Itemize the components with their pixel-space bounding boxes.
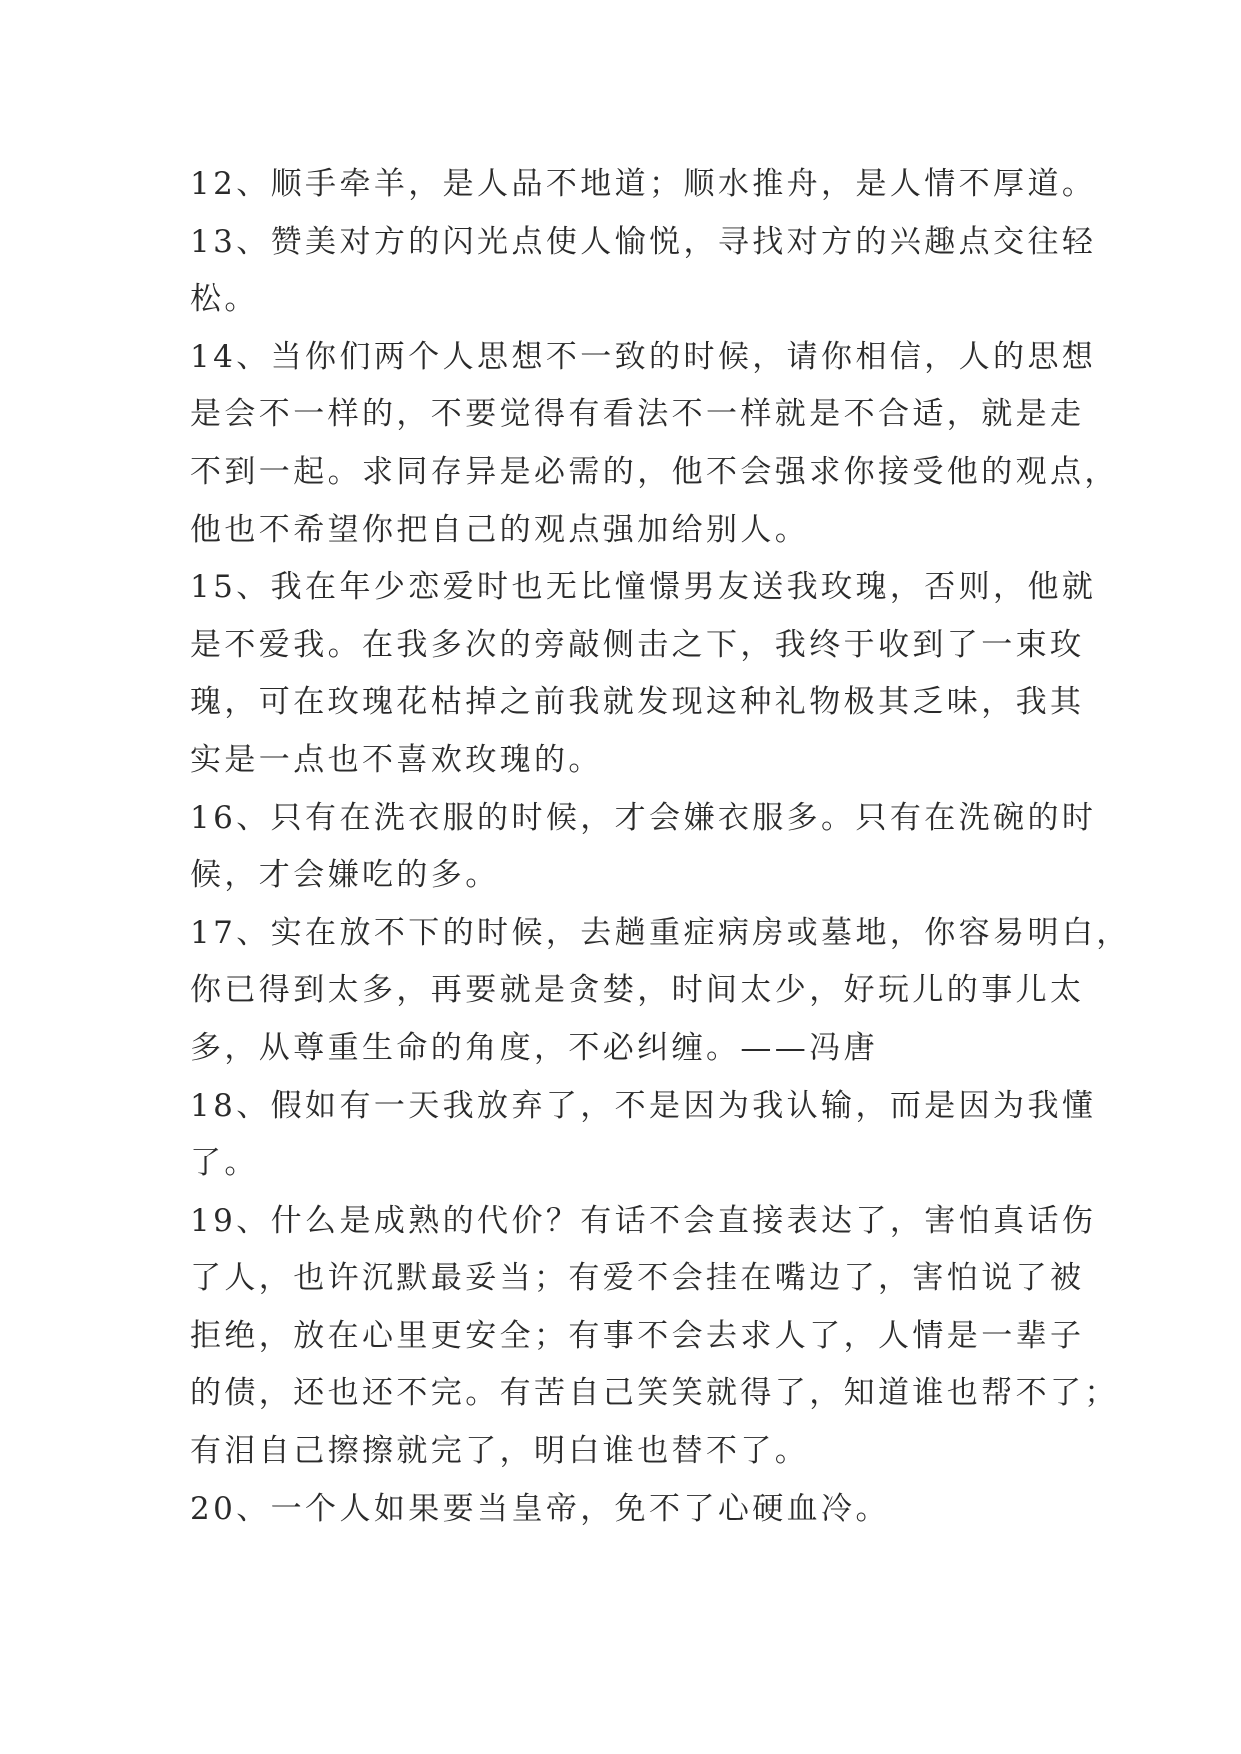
text-line: 12、顺手牵羊，是人品不地道；顺水推舟，是人情不厚道。 <box>190 166 1097 202</box>
text-line: 15、我在年少恋爱时也无比憧憬男友送我玫瑰，否则，他就 <box>190 569 1097 606</box>
text-line: 20、一个人如果要当皇帝，免不了心硬血冷。 <box>190 1490 890 1527</box>
text-line: 你已得到太多，再要就是贪婪，时间太少，好玩儿的事儿太 <box>190 972 1085 1009</box>
text-line: 多，从尊重生命的角度，不必纠缠。——冯唐 <box>190 1029 878 1066</box>
text-line: 他也不希望你把自己的观点强加给别人。 <box>190 511 810 548</box>
text-line: 的债，还也还不完。有苦自己笑笑就得了，知道谁也帮不了； <box>190 1375 1119 1412</box>
text-line: 瑰，可在玫瑰花枯掉之前我就发现这种礼物极其乏味，我其 <box>190 684 1085 721</box>
text-line: 不到一起。求同存异是必需的，他不会强求你接受他的观点， <box>190 453 1119 490</box>
text-line: 了人，也许沉默最妥当；有爱不会挂在嘴边了，害怕说了被 <box>190 1260 1085 1297</box>
text-line: 18、假如有一天我放弃了，不是因为我认输，而是因为我懂 <box>190 1087 1097 1124</box>
text-line: 松。 <box>190 281 259 318</box>
text-line: 17、实在放不下的时候，去趟重症病房或墓地，你容易明白， <box>190 914 1131 951</box>
text-line: 是会不一样的，不要觉得有看法不一样就是不合适，就是走 <box>190 396 1085 433</box>
text-line: 拒绝，放在心里更安全；有事不会去求人了，人情是一辈子 <box>190 1317 1085 1354</box>
text-line: 有泪自己擦擦就完了，明白谁也替不了。 <box>190 1433 810 1470</box>
text-line: 了。 <box>190 1145 259 1182</box>
text-line: 候，才会嫌吃的多。 <box>190 857 500 894</box>
text-line: 13、赞美对方的闪光点使人愉悦，寻找对方的兴趣点交往轻 <box>190 223 1097 260</box>
document-body <box>190 156 1131 1538</box>
text-line: 19、什么是成熟的代价？有话不会直接表达了，害怕真话伤 <box>190 1202 1097 1239</box>
text-line: 是不爱我。在我多次的旁敲侧击之下，我终于收到了一束玫 <box>190 626 1085 663</box>
text-line: 实是一点也不喜欢玫瑰的。 <box>190 741 603 778</box>
text-line: 16、只有在洗衣服的时候，才会嫌衣服多。只有在洗碗的时 <box>190 799 1097 836</box>
text-line: 14、当你们两个人思想不一致的时候，请你相信，人的思想 <box>190 338 1097 375</box>
